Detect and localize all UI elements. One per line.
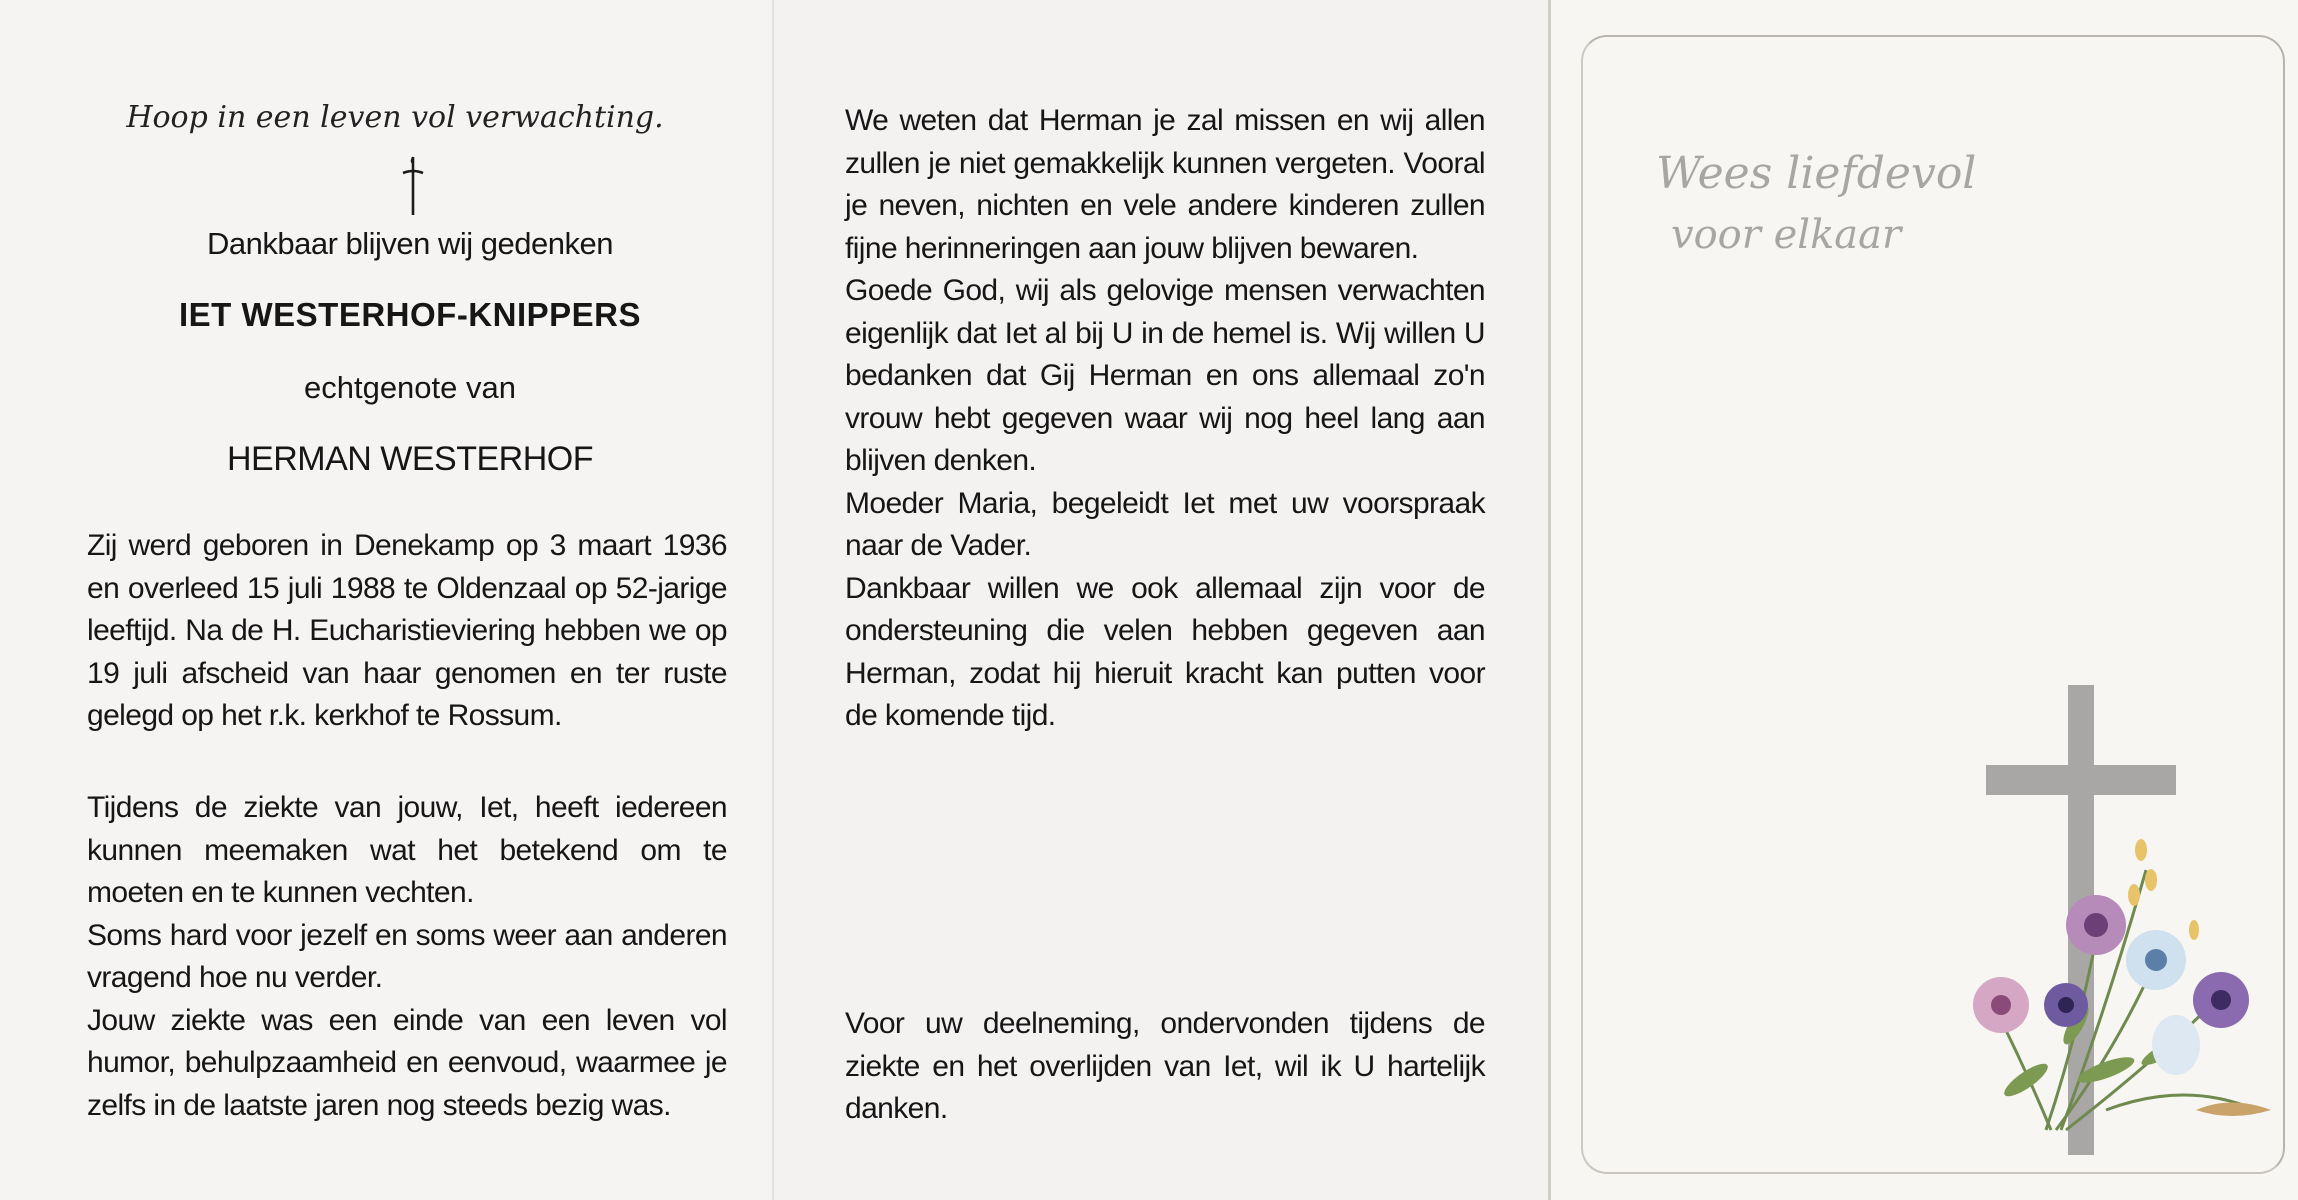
deceased-name: IET WESTERHOF-KNIPPERS <box>178 296 642 333</box>
reflection-paragraph: Tijdens de ziekte van jouw, Iet, heeft iedereen kunnen meemaken wat het betekend om te moeten en te kunnen vechten. <box>87 791 727 909</box>
cross-icon <box>401 155 425 217</box>
prayer-paragraph: Goede God, wij als gelovige mensen verwachten eigenlijk dat Iet al bij U in de hemel is. Wij willen U bedanken dat Gij Herman en ons allemaal zo'n vrouw hebt gegeven waar wij nog heel lang aan blijven denken. <box>845 274 1485 477</box>
middle-panel <box>772 0 1548 1200</box>
flower-bouquet-icon <box>1956 810 2286 1150</box>
reflection-paragraph: Jouw ziekte was een einde van een leven vol humor, behulpzaamheid en eenvoud, waarmee je zelfs in de laatste jaren nog steeds bezig was. <box>87 1003 727 1122</box>
spouse-line: echtgenote van <box>303 370 516 405</box>
biography-paragraph: Zij werd geboren in Denekamp op 3 maart 1936 en overleed 15 juli 1988 te Oldenzaal op 52-jarige leeftijd. Na de H. Eucharistieviering hebben we op 19 juli afscheid van haar genomen en ter ruste gelegd op het r.k. kerkhof te Rossum. <box>87 529 727 732</box>
prayer-text <box>845 100 1485 738</box>
remembrance-line: Dankbaar blijven wij gedenken <box>207 226 613 261</box>
prayer-paragraph: Moeder Maria, begeleidt Iet met uw voorspraak naar de Vader. <box>845 486 1485 562</box>
biography <box>87 525 727 738</box>
reflection-paragraph: Soms hard voor jezelf en soms weer aan anderen vragend hoe nu verder. <box>87 918 727 994</box>
prayer-paragraph: We weten dat Herman je zal missen en wij allen zullen je niet gemakkelijk kunnen vergeten. Vooral je neven, nichten en vele andere kinderen zullen fijne herinneringen aan jouw blijven bewaren. <box>845 104 1485 265</box>
left-panel <box>0 0 772 1200</box>
thanks-paragraph: Voor uw deelneming, ondervonden tijdens de ziekte en het overlijden van Iet, wil ik U hartelijk danken. <box>845 1007 1485 1125</box>
prayer-paragraph: Dankbaar willen we ook allemaal zijn voor de ondersteuning die velen hebben gegeven aan Herman, zodat hij hieruit kracht kan putten voor de komende tijd. <box>845 571 1485 732</box>
thanks-text <box>845 1003 1485 1131</box>
cover-panel <box>1548 0 2298 1200</box>
husband-name: HERMAN WESTERHOF <box>227 440 593 478</box>
reflection <box>87 787 727 1127</box>
motto: Hoop in een leven vol verwachting. <box>126 100 664 135</box>
cover-script-line2: voor elkaar <box>1671 212 1902 258</box>
cover-script-line1: Wees liefdevol <box>1656 148 1977 199</box>
